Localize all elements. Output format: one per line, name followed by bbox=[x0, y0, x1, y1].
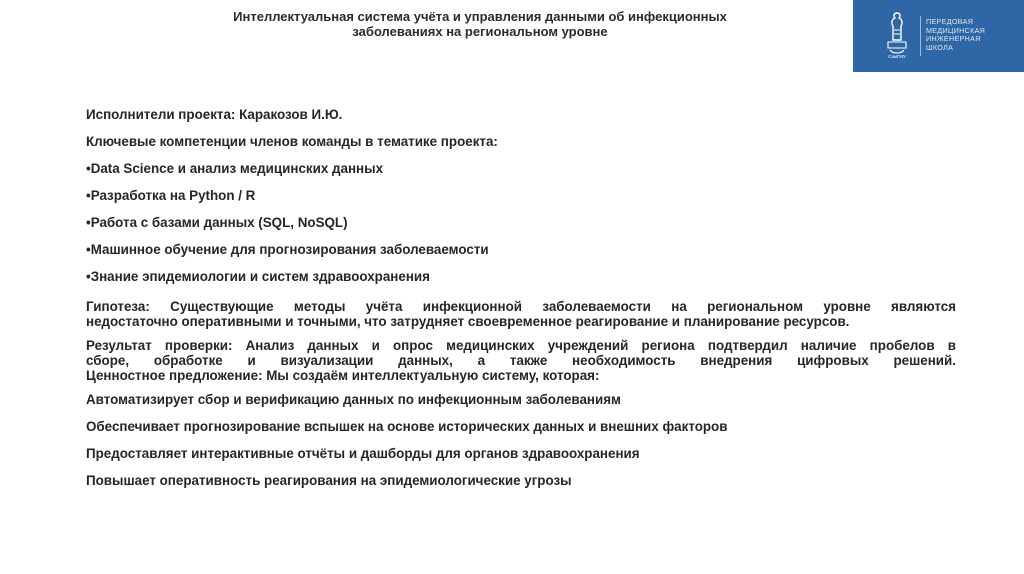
competency-item: •Знание эпидемиологии и систем здравоохранения bbox=[86, 269, 430, 284]
result-line-2: сборе, обработке и визуализации данных, а также необходимость внедрения цифровых решений. bbox=[86, 353, 956, 368]
result-line-1: Результат проверки: Анализ данных и опрос медицинских учреждений региона подтвердил наличие пробелов в bbox=[86, 338, 956, 353]
competency-item: •Разработка на Python / R bbox=[86, 188, 256, 203]
competencies-heading: Ключевые компетенции членов команды в тематике проекта: bbox=[86, 134, 498, 149]
hypothesis-paragraph bbox=[86, 299, 956, 329]
school-logo bbox=[853, 0, 1024, 72]
result-paragraph bbox=[86, 338, 956, 383]
hypothesis-line-2: недостаточно оперативными и точными, что затрудняет своевременное реагирование и планирование ресурсов. bbox=[86, 314, 850, 329]
slide-title bbox=[150, 9, 810, 39]
university-emblem-icon bbox=[885, 10, 909, 60]
emblem-lettering: СамГМУ bbox=[888, 54, 906, 59]
logo-divider bbox=[920, 16, 921, 56]
logo-caption-line-3: ИНЖЕНЕРНАЯ bbox=[926, 34, 981, 44]
competency-item: •Data Science и анализ медицинских данных bbox=[86, 161, 384, 176]
competency-item: •Машинное обучение для прогнозирования заболеваемости bbox=[86, 242, 489, 257]
logo-caption-line-2: МЕДИЦИНСКАЯ bbox=[926, 25, 986, 35]
slide-title-line-2: заболеваниях на региональном уровне bbox=[352, 24, 608, 39]
logo-caption-line-1: ПЕРЕДОВАЯ bbox=[926, 17, 974, 26]
competency-item: •Работа с базами данных (SQL, NoSQL) bbox=[86, 215, 348, 230]
slide-title-line-1: Интеллектуальная система учёта и управления данными об инфекционных bbox=[233, 9, 727, 24]
project-team: Исполнители проекта: Каракозов И.Ю. bbox=[86, 107, 343, 122]
value-item: Автоматизирует сбор и верификацию данных по инфекционным заболеваниям bbox=[86, 392, 621, 407]
value-item: Повышает оперативность реагирования на эпидемиологические угрозы bbox=[86, 473, 572, 488]
hypothesis-line-1: Гипотеза: Существующие методы учёта инфекционной заболеваемости на региональном уровне являются bbox=[86, 299, 956, 314]
value-item: Предоставляет интерактивные отчёты и дашборды для органов здравоохранения bbox=[86, 446, 640, 461]
value-item: Обеспечивает прогнозирование вспышек на основе исторических данных и внешних факторов bbox=[86, 419, 728, 434]
logo-caption-line-4: ШКОЛА bbox=[926, 42, 954, 52]
value-proposition-line: Ценностное предложение: Мы создаём интеллектуальную систему, которая: bbox=[86, 368, 600, 383]
logo-caption bbox=[926, 18, 985, 52]
slide-body bbox=[86, 107, 956, 500]
